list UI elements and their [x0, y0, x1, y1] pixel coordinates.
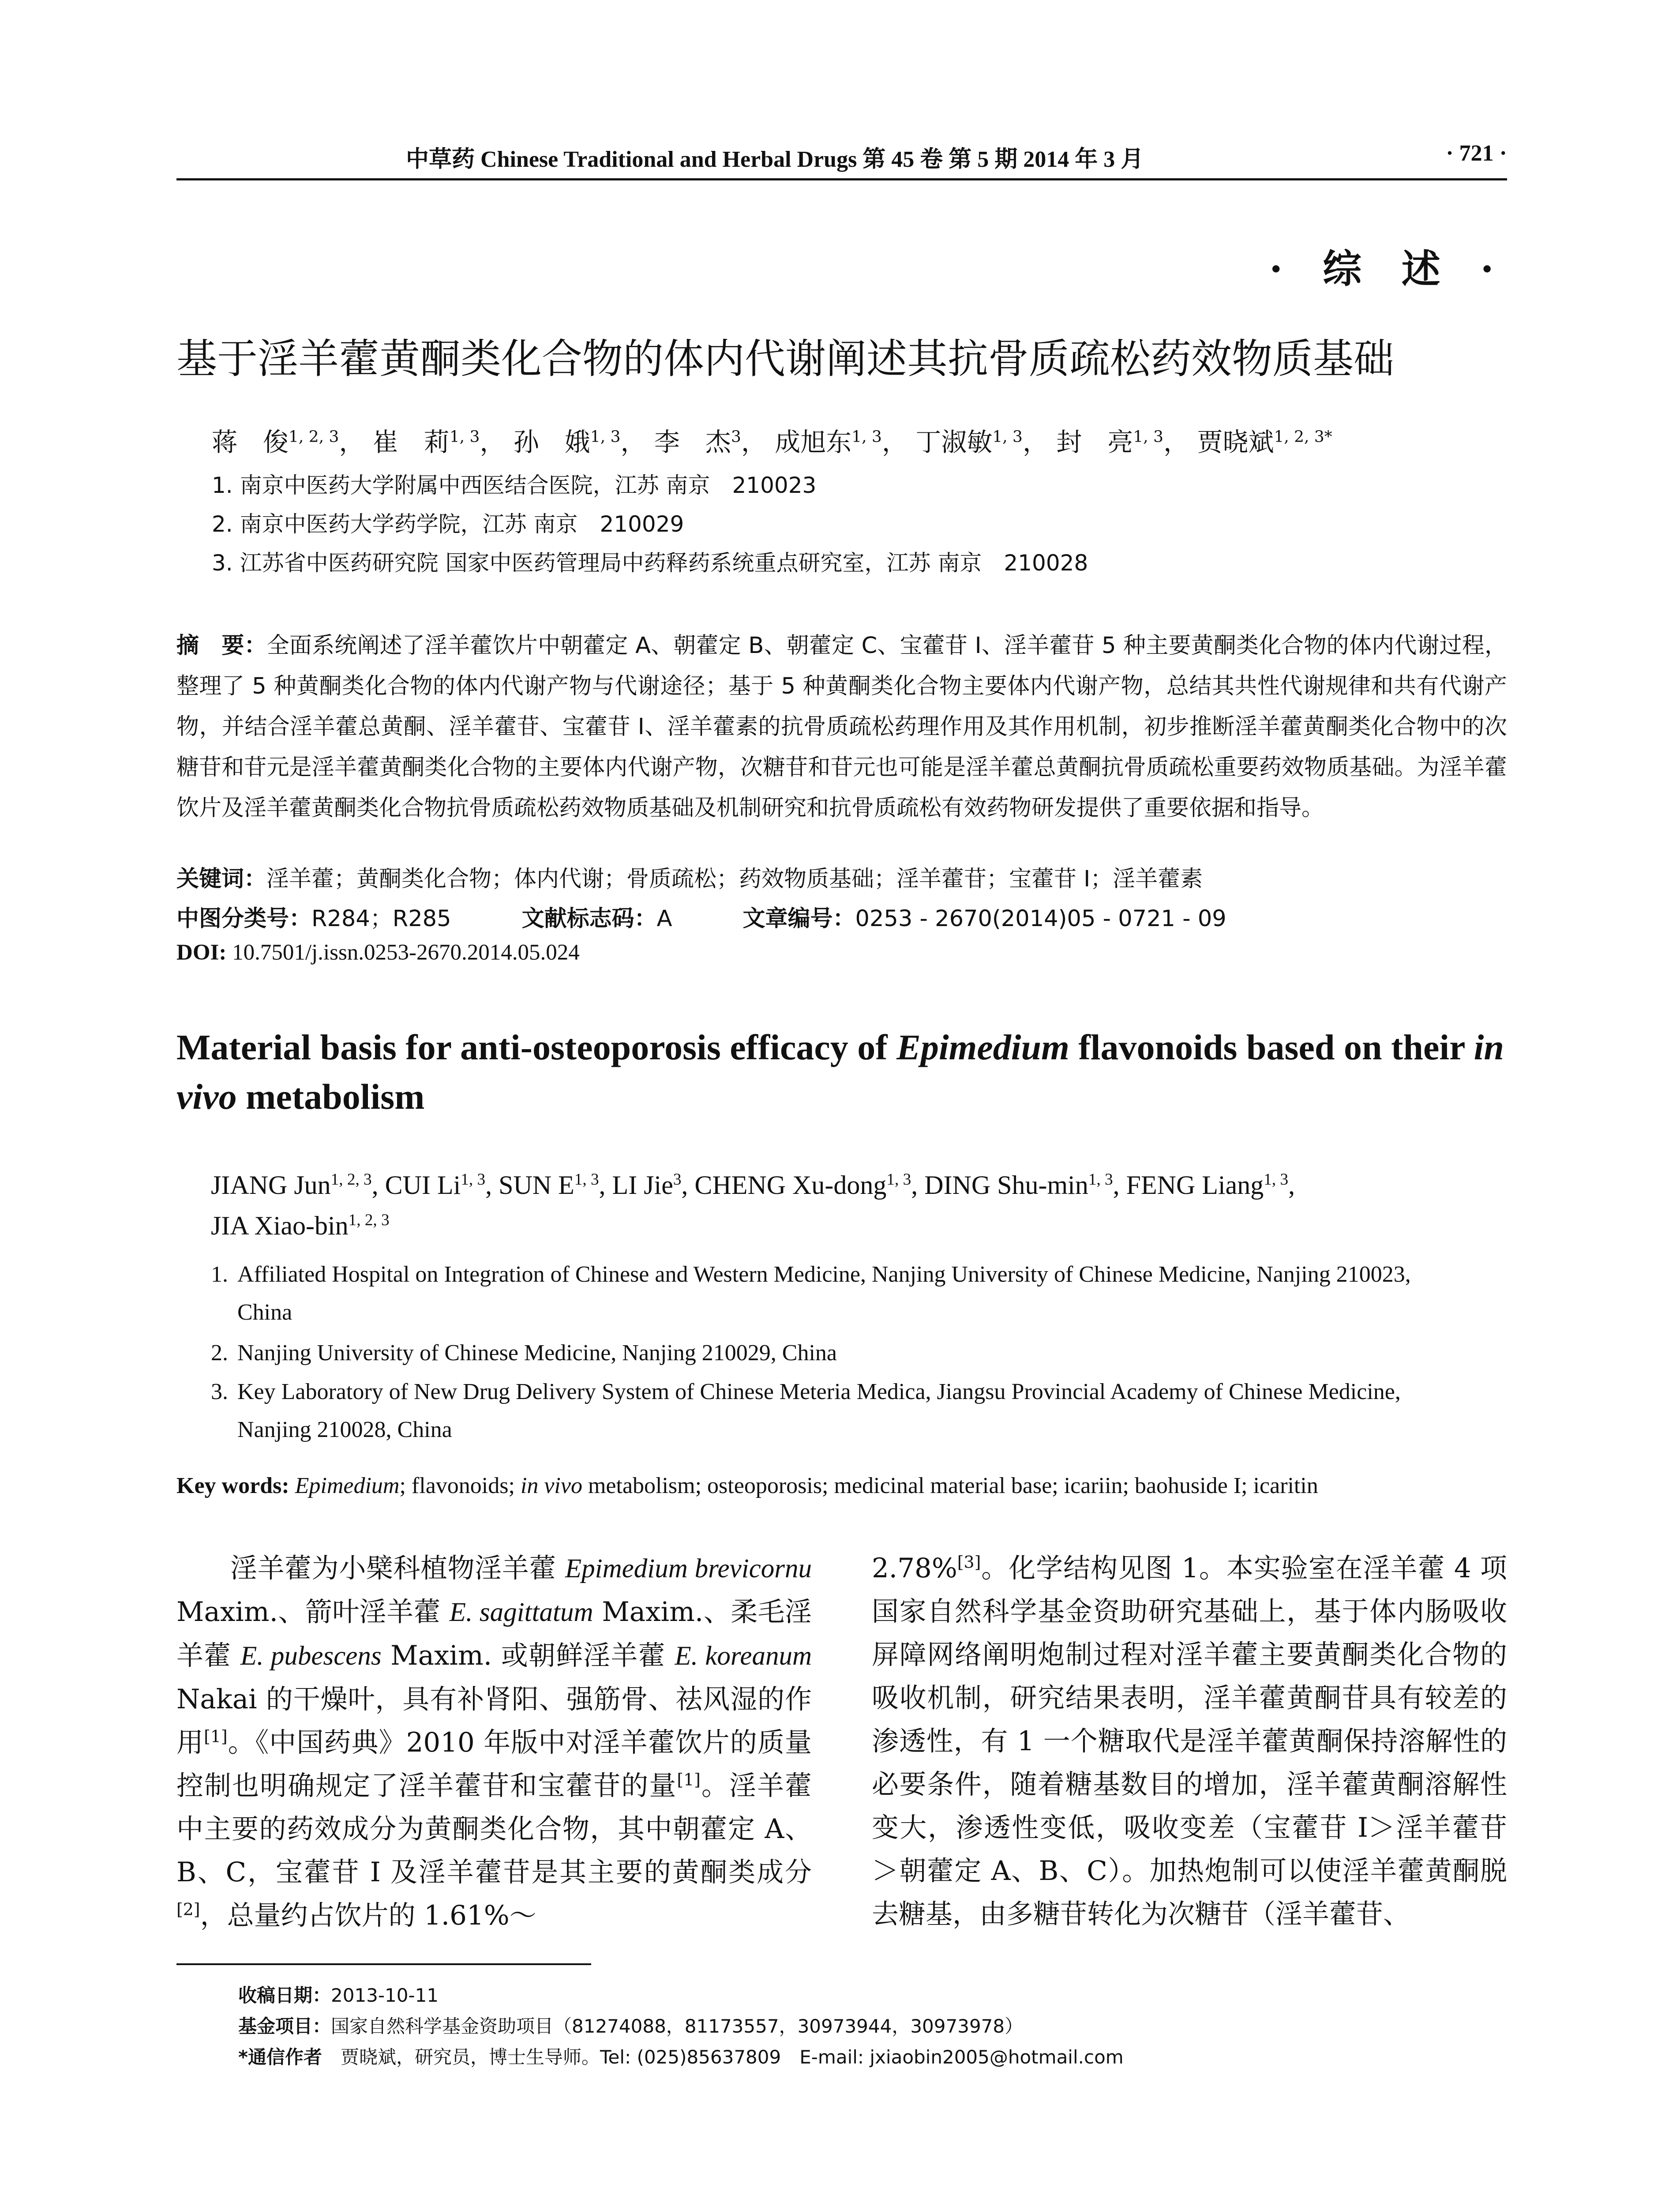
footnote-received — [238, 1981, 439, 2007]
footnote-value: 国家自然科学基金资助项目（81274088，81173557，30973944，30973978） — [331, 2015, 1024, 2037]
clc-value: R284；R285 — [311, 906, 451, 932]
english-authors: JIANG Jun$^{1, 2, 3}$, CUI Li$^{1, 3}$, SUN E$^{1, 3}$, LI Jie$^3$, CHENG Xu-dong$^{1, 3}$, DING Shu-$\min^{1, 3}$, FENG Liang$^{1, 3}$, JIA Xiao-bin$^{1, 2, 3}$ — [211, 1171, 1295, 1240]
chinese-affiliation-3: 3. 江苏省中医药研究院 国家中医药管理局中药释药系统重点研究室，江苏 南京 210028 — [212, 550, 1088, 576]
english-affiliation-3 — [211, 1373, 1507, 1449]
header-rule — [176, 178, 1507, 180]
author-name: 丁淑敏 — [915, 427, 993, 457]
author-name: JIANG Jun — [211, 1171, 331, 1200]
chinese-affiliation-1: 1. 南京中医药大学附属中西医结合医院，江苏 南京 210023 — [212, 473, 817, 498]
body-text: ，总量约占饮片的 1.61%～ — [200, 1900, 536, 1931]
keyword-italic: Epimedium — [295, 1473, 400, 1498]
keywords-label: 关键词： — [176, 866, 267, 892]
author-name: 蒋 俊 — [212, 427, 289, 457]
body-text: 。淫羊藿中主要的药效成分为黄酮类化合物，其中朝藿定 A、B、C，宝藿苷 I 及淫羊藿苷是其主要的黄酮类成分 — [176, 1770, 812, 1888]
author-name: 成旭东 — [775, 427, 852, 457]
section-label: · 综 述 · — [1269, 246, 1507, 292]
footnote-label: 收稿日期： — [238, 1985, 331, 2006]
keywords-text: metabolism; osteoporosis; medicinal material base; icariin; baohuside I; icaritin — [582, 1473, 1318, 1498]
abstract-label: 摘 要： — [176, 633, 267, 659]
english-affiliation-2 — [211, 1334, 1507, 1372]
citation-ref: [2] — [176, 1899, 200, 1919]
clc-label: 中图分类号： — [176, 906, 312, 932]
affiliation-text: Key Laboratory of New Drug Delivery System of Chinese Meteria Medica, Jiangsu Provincial Academy of Chinese Medicine, — [237, 1379, 1401, 1404]
author-name: 封 亮 — [1056, 427, 1133, 457]
affiliation-number: 2. — [211, 1340, 228, 1366]
species-name: E. koreanum — [675, 1641, 812, 1671]
affiliation-text: China — [237, 1300, 292, 1325]
footnote-rule — [176, 1963, 591, 1965]
footnote-value: 贾晓斌，研究员，博士生导师。Tel: (025)85637809 E-mail: jxiaobin2005@hotmail.com — [340, 2046, 1124, 2068]
author-affiliation-sup: 1, 2, 3 — [348, 1211, 390, 1229]
keywords-line — [176, 860, 1203, 893]
species-name: E. sagittatum — [449, 1598, 593, 1627]
chinese-authors: 蒋 俊$^{1, 2, 3}$， 崔 莉$^{1, 3}$， 孙 娥$^{1, 3}$， 李 杰$^3$， 成旭东$^{1, 3}$， 丁淑敏$^{1, 3}$， 封 亮$^{1, 3}$， 贾晓斌$^{1, 2, 3*}$ — [212, 427, 1332, 457]
body-text: Maxim. 或朝鲜淫羊藿 — [381, 1640, 675, 1671]
author-affiliation-sup: 1, 3 — [574, 1171, 599, 1189]
running-header — [176, 140, 1507, 184]
footnote-label: *通信作者 — [238, 2046, 322, 2068]
body-text: 。《中国药典》2010 年版中对淫羊藿饮片的质量控制也明确规定了淫羊藿苷和宝藿苷的量 — [176, 1727, 812, 1801]
body-text: Nakai 的干燥叶，具有补肾阳、强筋骨、祛风湿的作用 — [176, 1684, 812, 1758]
article-no-value: 0253 - 2670(2014)05 - 0721 - 09 — [855, 906, 1226, 932]
doc-code-value: A — [656, 906, 672, 932]
affiliation-text: Nanjing 210028, China — [237, 1417, 452, 1442]
author-affiliation-sup: 1, 3 — [449, 428, 480, 446]
body-text: 。化学结构见图 1。本实验室在淫羊藿 4 项国家自然科学基金资助研究基础上，基于体内肠吸收屏障网络阐明炮制过程对淫羊藿主要黄酮类化合物的吸收机制，研究结果表明，淫羊藿黄酮苷具有较差的渗透性，有 1 一个糖取代是淫羊藿黄酮保持溶解性的必要条件，随着糖基数目的增加，淫羊藿黄酮溶解性变大，渗透性变低，吸收变差（宝藿苷 I＞淫羊藿苷＞朝藿定 A、B、C）。加热炮制可以使淫羊藿黄酮脱去糖基，由多糖苷转化为次糖苷（淫羊藿苷、 — [872, 1553, 1507, 1930]
author-affiliation-sup: 1, 3 — [461, 1171, 486, 1189]
english-keywords — [176, 1473, 1507, 1499]
species-name: E. pubescens — [240, 1641, 382, 1671]
doc-code-label: 文献标志码： — [521, 906, 657, 932]
citation-ref: [3] — [957, 1552, 981, 1572]
author-affiliation-sup: 1, 2, 3 — [289, 428, 339, 446]
author-name: CUI Li — [385, 1171, 461, 1200]
author-affiliation-sup: 3 — [673, 1171, 682, 1189]
author-name: 贾晓斌 — [1197, 427, 1274, 457]
author-name: FENG Liang — [1126, 1171, 1264, 1200]
footnote-fund — [238, 2012, 1023, 2038]
body-column-right — [872, 1547, 1507, 1936]
abstract-text: 全面系统阐述了淫羊藿饮片中朝藿定 A、朝藿定 B、朝藿定 C、宝藿苷 I、淫羊藿苷 5 种主要黄酮类化合物的体内代谢过程，整理了 5 种黄酮类化合物的体内代谢产物与代谢途径；基于 5 种黄酮类化合物主要体内代谢产物，总结其共性代谢规律和共有代谢产物，并结合淫羊藿总黄酮、淫羊藿苷、宝藿苷 I、淫羊藿素的抗骨质疏松药理作用及其作用机制，初步推断淫羊藿黄酮类化合物中的次糖苷和苷元是淫羊藿黄酮类化合物的主要体内代谢产物，次糖苷和苷元也可能是淫羊藿总黄酮抗骨质疏松重要药效物质基础。为淫羊藿饮片及淫羊藿黄酮类化合物抗骨质疏松药效物质基础及机制研究和抗骨质疏松有效药物研发提供了重要依据和指导。 — [176, 633, 1507, 821]
classification-line — [176, 900, 1226, 933]
author-name: 李 杰 — [654, 427, 731, 457]
doi-value: 10.7501/j.issn.0253-2670.2014.05.024 — [232, 940, 580, 965]
keywords-text: 淫羊藿；黄酮类化合物；体内代谢；骨质疏松；药效物质基础；淫羊藿苷；宝藿苷 I；淫羊藿素 — [266, 866, 1203, 892]
doi-label: DOI: — [176, 940, 227, 965]
chinese-affiliation-2: 2. 南京中医药大学药学院，江苏 南京 210029 — [212, 511, 684, 537]
english-affiliation-1 — [211, 1256, 1507, 1332]
body-text: 2.78% — [872, 1553, 957, 1584]
affiliation-text: Nanjing University of Chinese Medicine, Nanjing 210029, China — [237, 1340, 837, 1366]
article-no-label: 文章编号： — [742, 906, 855, 932]
author-name: SUN E — [499, 1171, 574, 1200]
author-name: 崔 莉 — [372, 427, 450, 457]
affiliation-number: 1. — [211, 1262, 228, 1287]
author-affiliation-sup: 3 — [731, 428, 741, 446]
affiliation-text: Affiliated Hospital on Integration of Chinese and Western Medicine, Nanjing University of Chinese Medicine, Nanjing 210023, — [237, 1262, 1411, 1287]
author-name: LI Jie — [612, 1171, 673, 1200]
author-name: DING Shu-min — [924, 1171, 1088, 1200]
citation-ref: [1] — [677, 1770, 701, 1790]
affiliation-number: 3. — [211, 1379, 228, 1404]
english-title-text: metabolism — [236, 1077, 425, 1117]
english-title-italic: Epimedium — [896, 1027, 1069, 1067]
author-affiliation-sup: 1, 3 — [590, 428, 621, 446]
english-title-text: flavonoids based on their — [1069, 1027, 1474, 1067]
journal-header: 中草药 Chinese Traditional and Herbal Drugs 第 45 卷 第 5 期 2014 年 3 月 — [406, 147, 1144, 172]
author-affiliation-sup: 1, 3 — [886, 1171, 911, 1189]
author-affiliation-sup: 1, 3 — [851, 428, 882, 446]
abstract — [176, 626, 1507, 829]
chinese-title: 基于淫羊藿黄酮类化合物的体内代谢阐述其抗骨质疏松药效物质基础 — [176, 335, 1395, 383]
footnote-label: 基金项目： — [238, 2015, 331, 2037]
body-text: Maxim.、箭叶淫羊藿 — [176, 1596, 450, 1628]
body-text: 淫羊藿为小檗科植物淫羊藿 — [230, 1553, 565, 1584]
doi-line — [176, 940, 580, 965]
english-title — [176, 1023, 1507, 1122]
citation-ref: [1] — [204, 1726, 228, 1746]
english-title-italic: in vivo — [176, 1027, 1504, 1117]
author-affiliation-sup: 1, 3 — [1264, 1171, 1289, 1189]
footnote-correspondence — [238, 2043, 1124, 2069]
author-affiliation-sup: 1, 3 — [1088, 1171, 1113, 1189]
page-number: · 721 · — [1446, 141, 1507, 166]
author-name: CHENG Xu-dong — [694, 1171, 887, 1200]
author-name: 孙 娥 — [513, 427, 590, 457]
keywords-text: ; flavonoids; — [399, 1473, 521, 1498]
author-affiliation-sup: 1, 3 — [992, 428, 1023, 446]
author-name: JIA Xiao-bin — [211, 1211, 349, 1240]
author-affiliation-sup: 1, 2, 3 — [330, 1171, 372, 1189]
body-column-left — [176, 1547, 812, 1937]
keywords-label: Key words: — [176, 1473, 289, 1498]
english-title-text: Material basis for anti-osteoporosis efficacy of — [176, 1027, 897, 1067]
author-affiliation-sup: 1, 3 — [1133, 428, 1163, 446]
keyword-italic: in vivo — [520, 1473, 582, 1498]
species-name: Epimedium brevicornu — [565, 1554, 812, 1583]
body-text: Maxim.、柔毛淫羊藿 — [176, 1596, 812, 1671]
author-affiliation-sup: 1, 2, 3* — [1274, 428, 1332, 446]
footnote-value: 2013-10-11 — [331, 1985, 439, 2006]
